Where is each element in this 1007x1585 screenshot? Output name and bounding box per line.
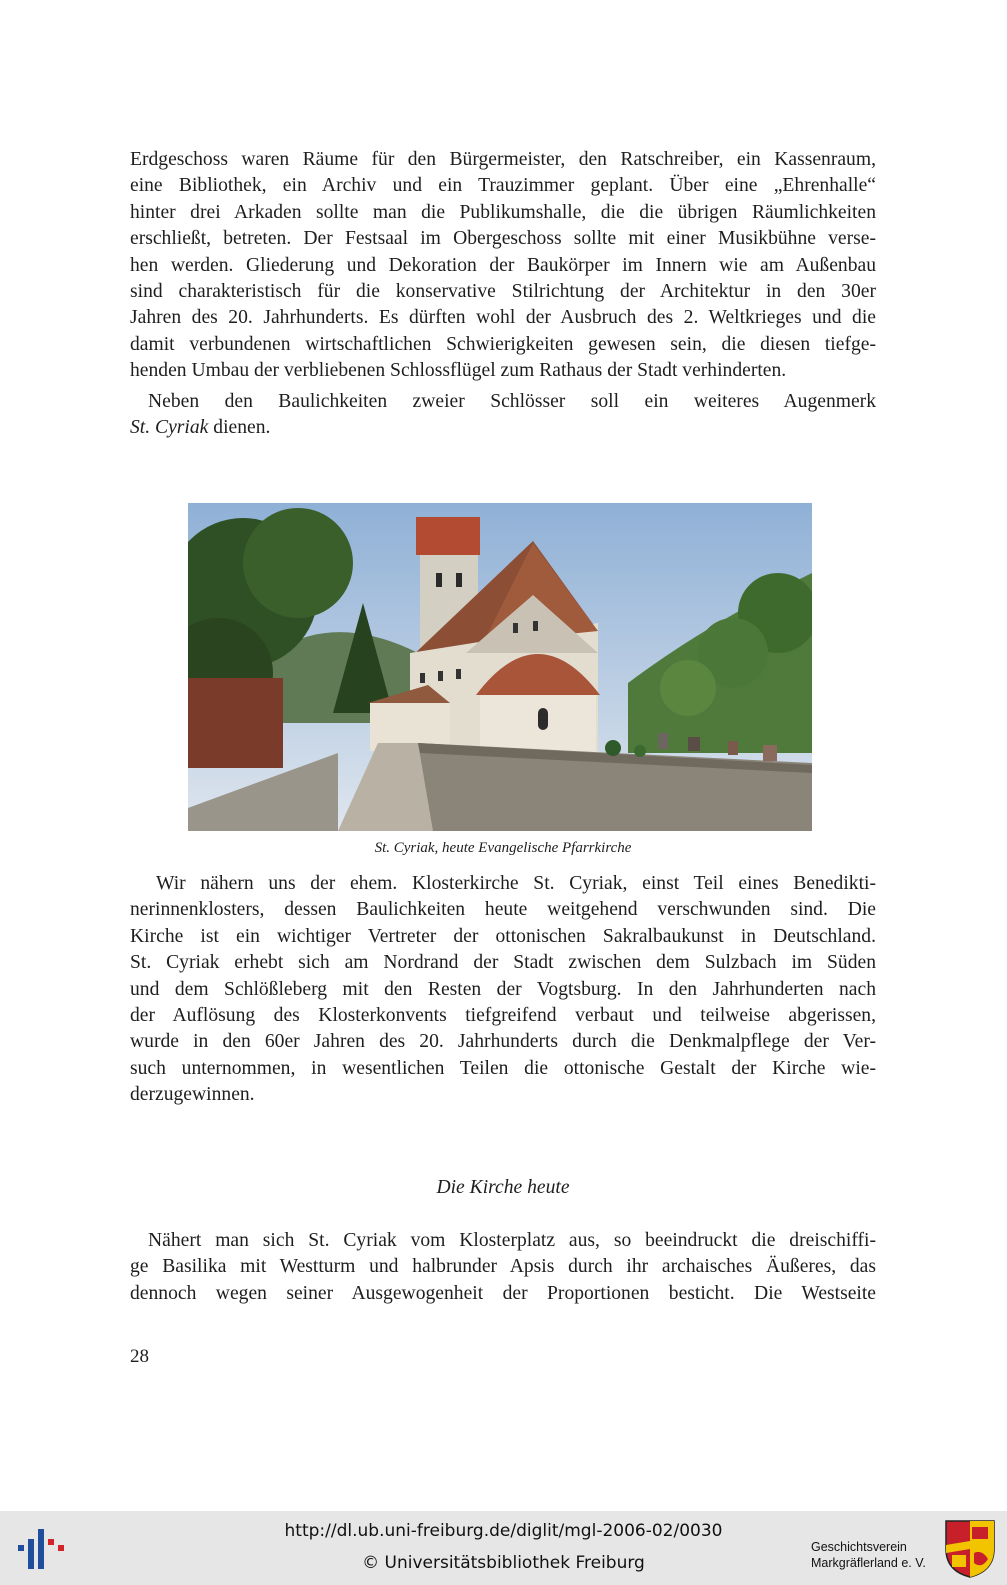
paragraph-1 xyxy=(130,147,876,385)
text-line: Kirche ist ein wichtiger Vertreter der ottonischen Sakralbaukunst in Deutschland. xyxy=(130,925,876,947)
publisher-name xyxy=(811,1539,926,1571)
publisher-line-2: Markgräflerland e. V. xyxy=(811,1556,926,1570)
text-line: such unternommen, in wesentlichen Teilen die ottonische Gestalt der Kirche wie- xyxy=(130,1057,876,1079)
text-line: eine Bibliothek, ein Archiv und ein Trauzimmer geplant. Über eine „Ehrenhalle“ xyxy=(130,175,876,197)
church-photo-illustration xyxy=(188,503,812,831)
text-line: wurde in den 60er Jahren des 20. Jahrhunderts durch die Denkmalpflege der Ver- xyxy=(130,1031,876,1053)
footer-bar xyxy=(0,1511,1007,1585)
text-line: hen werden. Gliederung und Dekoration der Baukörper im Innern wie am Außenbau xyxy=(130,254,876,276)
text-line: Erdgeschoss waren Räume für den Bürgermeister, den Ratschreiber, ein Kassenraum, xyxy=(130,149,876,170)
section-heading: Die Kirche heute xyxy=(436,1177,570,1198)
document-url-link[interactable]: http://dl.ub.uni-freiburg.de/diglit/mgl-2006-02/0030 xyxy=(284,1521,723,1541)
text-line: derzugewinnen. xyxy=(130,1084,255,1106)
text-line: ge Basilika mit Westturm und halbrunder Apsis durch ihr archaisches Äußeres, das xyxy=(130,1256,876,1278)
paragraph-4 xyxy=(130,1228,876,1307)
photo-caption: St. Cyriak, heute Evangelische Pfarrkirche xyxy=(374,840,632,856)
church-name-italic: St. Cyriak xyxy=(130,417,209,439)
text-line: Neben den Baulichkeiten zweier Schlösser soll ein weiteres Augenmerk xyxy=(148,391,876,412)
text-line: sind charakteristisch für die konservative Stilrichtung der Architektur in den 30er xyxy=(130,281,876,303)
church-photo xyxy=(188,503,812,831)
text-line: St. Cyriak erhebt sich am Nordrand der Stadt zwischen dem Sulzbach im Süden xyxy=(130,952,876,974)
text-line: und dem Schlößleberg mit den Resten der Vogtsburg. In den Jahrhunderten nach xyxy=(130,978,876,1000)
text-line: erschließt, betreten. Der Festsaal im Obergeschoss sollte mit einer Musikbühne verse- xyxy=(130,228,876,250)
text-line: dennoch wegen seiner Ausgewogenheit der Proportionen besticht. Die Westseite xyxy=(130,1282,876,1304)
text-line: damit verbundenen wirtschaftlichen Schwierigkeiten gewesen sein, die diesen tiefge- xyxy=(130,333,876,355)
text-line: hinter drei Arkaden sollte man die Publikumshalle, die die übrigen Räumlichkeiten xyxy=(130,201,876,223)
copyright-notice: © Universitätsbibliothek Freiburg xyxy=(362,1553,645,1573)
text-line: der Auflösung des Klosterkonvents tiefgreifend verbaut und teilweise abgerissen, xyxy=(130,1005,876,1027)
text-line: Wir nähern uns der ehem. Klosterkirche St. Cyriak, einst Teil eines Benedikti- xyxy=(156,873,876,894)
publisher-line-1: Geschichtsverein xyxy=(811,1540,907,1554)
paragraph-2 xyxy=(130,389,876,442)
text-line: Nähert man sich St. Cyriak vom Klosterplatz aus, so beeindruckt die dreischiffi- xyxy=(148,1230,876,1251)
text-line: henden Umbau der verbliebenen Schlossflügel zum Rathaus der Stadt verhinderten. xyxy=(130,360,787,382)
paragraph-3 xyxy=(130,871,876,1109)
text-line xyxy=(130,415,876,441)
text-line: nerinnenklosters, dessen Baulichkeiten heute weitgehend verschwunden sind. Die xyxy=(130,899,876,921)
text-line: Jahren des 20. Jahrhunderts. Es dürften wohl der Ausbruch des 2. Weltkrieges und die xyxy=(130,307,876,329)
text-fragment: dienen. xyxy=(208,417,271,439)
coat-of-arms-icon xyxy=(944,1519,996,1579)
page-number: 28 xyxy=(130,1346,149,1367)
